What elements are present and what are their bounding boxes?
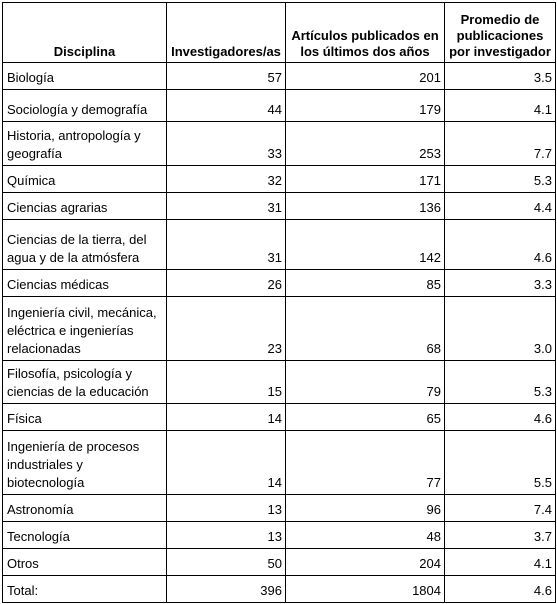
table-row: [3, 220, 556, 270]
header-row: [3, 3, 556, 63]
row-investigadores: 26: [167, 270, 286, 297]
row-investigadores: 44: [167, 90, 286, 122]
table-row: [3, 297, 556, 361]
row-disciplina: Ciencias médicas: [3, 270, 167, 297]
row-investigadores: 50: [167, 549, 286, 576]
header-disciplina: Disciplina: [3, 3, 167, 63]
row-promedio: 4.6: [445, 220, 556, 270]
row-disciplina: Ingeniería civil, mecánica, eléctrica e ingenierías relacionadas: [3, 297, 167, 361]
total-articulos: 1804: [286, 576, 445, 603]
row-investigadores: 13: [167, 495, 286, 522]
table-row: [3, 361, 556, 404]
row-articulos: 77: [286, 431, 445, 495]
row-investigadores: 31: [167, 193, 286, 220]
table-row: [3, 270, 556, 297]
row-articulos: 201: [286, 63, 445, 90]
row-disciplina: Ingeniería de procesos industriales y biotecnología: [3, 431, 167, 495]
row-disciplina: Filosofía, psicología y ciencias de la educación: [3, 361, 167, 404]
row-investigadores: 23: [167, 297, 286, 361]
row-investigadores: 14: [167, 431, 286, 495]
table-row: [3, 63, 556, 90]
row-disciplina: Otros: [3, 549, 167, 576]
table-row: [3, 549, 556, 576]
row-articulos: 79: [286, 361, 445, 404]
publications-table: [2, 2, 556, 603]
row-disciplina: Historia, antropología y geografía: [3, 122, 167, 166]
header-articulos: Artículos publicados en los últimos dos años: [286, 3, 445, 63]
row-promedio: 5.3: [445, 361, 556, 404]
total-investigadores: 396: [167, 576, 286, 603]
table-row: [3, 431, 556, 495]
row-promedio: 5.3: [445, 166, 556, 193]
row-articulos: 171: [286, 166, 445, 193]
table-row: [3, 122, 556, 166]
row-promedio: 4.6: [445, 404, 556, 431]
row-investigadores: 32: [167, 166, 286, 193]
table-row: [3, 193, 556, 220]
row-articulos: 204: [286, 549, 445, 576]
row-promedio: 4.1: [445, 90, 556, 122]
row-promedio: 3.3: [445, 270, 556, 297]
row-investigadores: 14: [167, 404, 286, 431]
header-investigadores: Investigadores/as: [167, 3, 286, 63]
table-body: [3, 63, 556, 603]
table-row: [3, 522, 556, 549]
row-articulos: 142: [286, 220, 445, 270]
row-disciplina: Biología: [3, 63, 167, 90]
total-promedio: 4.6: [445, 576, 556, 603]
row-disciplina: Astronomía: [3, 495, 167, 522]
row-disciplina: Ciencias agrarias: [3, 193, 167, 220]
row-promedio: 4.1: [445, 549, 556, 576]
header-promedio: Promedio de publicaciones por investigador: [445, 3, 556, 63]
row-investigadores: 33: [167, 122, 286, 166]
table-row: [3, 495, 556, 522]
row-disciplina: Química: [3, 166, 167, 193]
row-promedio: 7.7: [445, 122, 556, 166]
total-row: [3, 576, 556, 603]
table-row: [3, 166, 556, 193]
row-disciplina: Tecnología: [3, 522, 167, 549]
row-promedio: 3.7: [445, 522, 556, 549]
row-investigadores: 15: [167, 361, 286, 404]
row-articulos: 65: [286, 404, 445, 431]
row-promedio: 5.5: [445, 431, 556, 495]
row-articulos: 85: [286, 270, 445, 297]
row-articulos: 48: [286, 522, 445, 549]
row-disciplina: Ciencias de la tierra, del agua y de la atmósfera: [3, 220, 167, 270]
row-articulos: 68: [286, 297, 445, 361]
table-row: [3, 404, 556, 431]
row-investigadores: 57: [167, 63, 286, 90]
row-promedio: 7.4: [445, 495, 556, 522]
table-row: [3, 90, 556, 122]
row-promedio: 4.4: [445, 193, 556, 220]
row-promedio: 3.5: [445, 63, 556, 90]
total-label: Total:: [3, 576, 167, 603]
table-header: [3, 3, 556, 63]
row-articulos: 96: [286, 495, 445, 522]
row-articulos: 179: [286, 90, 445, 122]
row-promedio: 3.0: [445, 297, 556, 361]
row-investigadores: 13: [167, 522, 286, 549]
row-disciplina: Sociología y demografía: [3, 90, 167, 122]
row-investigadores: 31: [167, 220, 286, 270]
row-disciplina: Física: [3, 404, 167, 431]
row-articulos: 136: [286, 193, 445, 220]
row-articulos: 253: [286, 122, 445, 166]
